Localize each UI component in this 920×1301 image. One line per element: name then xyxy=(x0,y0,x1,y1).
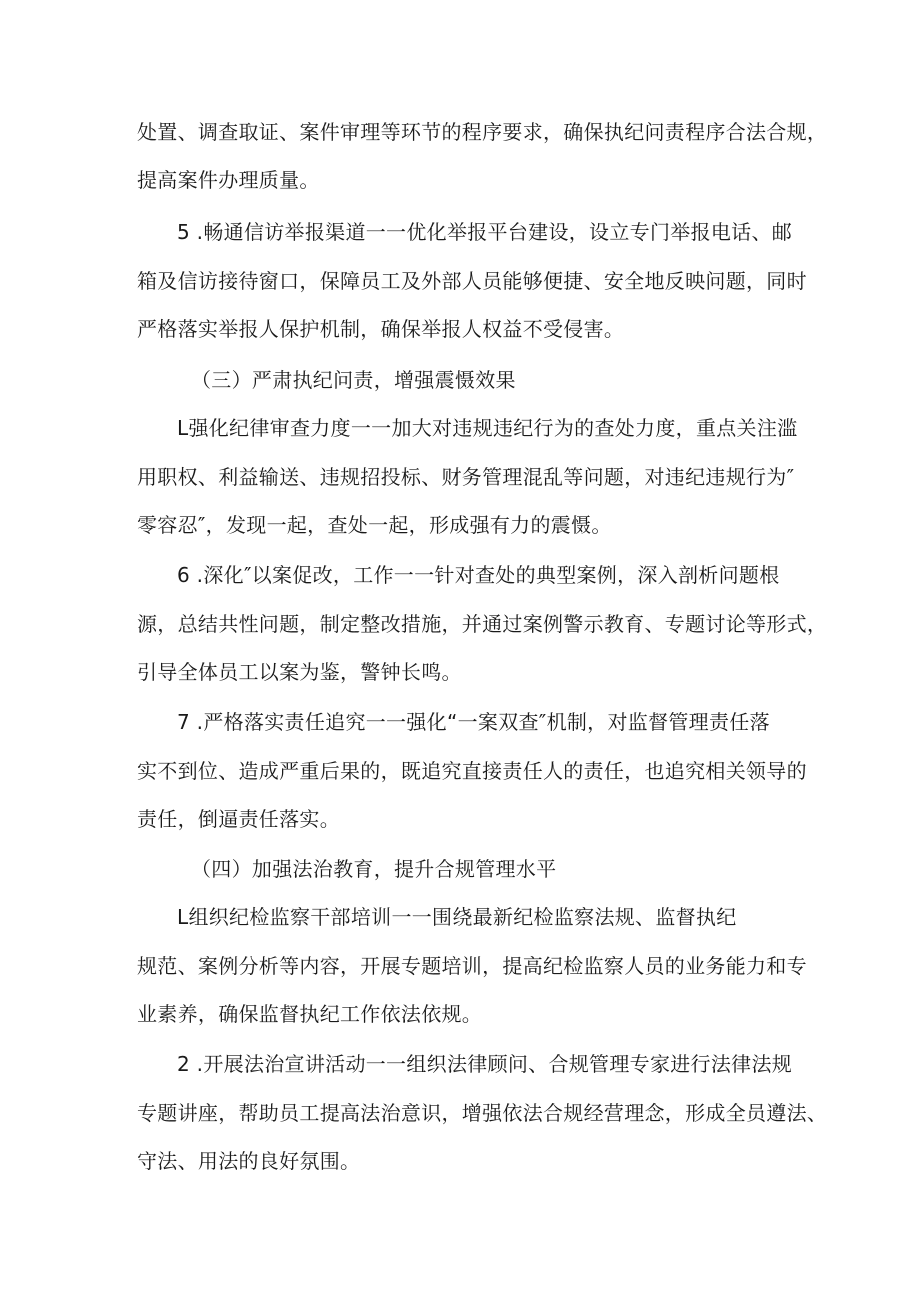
text-line: 守法、用法的良好氛围。 xyxy=(137,1149,361,1173)
text-line: 实不到位、造成严重后果的，既追究直接责任人的责任，也追究相关领导的 xyxy=(137,759,807,783)
text-line: 规范、案例分析等内容，开展专题培训，提高纪检监察人员的业务能力和专 xyxy=(137,954,807,978)
text-line: 专题讲座，帮助员工提高法治意识，增强依法合规经营理念，形成全员遵法、 xyxy=(137,1101,828,1125)
section-heading: （四）加强法治教育，提升合规管理水平 xyxy=(191,857,557,881)
text-line: 零容忍″，发现一起，查处一起，形成强有力的震慑。 xyxy=(137,513,612,537)
text-line: 用职权、利益输送、违规招投标、财务管理混乱等问题，对违纪违规行为″ xyxy=(137,465,795,489)
text-line: 业素养，确保监督执纪工作依法依规。 xyxy=(137,1002,483,1026)
text-line: 严格落实举报人保护机制，确保举报人权益不受侵害。 xyxy=(137,317,625,341)
text-line: 2 .开展法治宣讲活动一一组织法律顾问、合规管理专家进行法律法规 xyxy=(177,1052,793,1076)
text-line: 7 .严格落实责任追究一一强化“一案双查″机制，对监督管理责任落 xyxy=(177,710,770,734)
text-line: L组织纪检监察干部培训一一围绕最新纪检监察法规、监督执纪 xyxy=(177,905,737,929)
section-heading: （三）严肃执纪问责，增强震慑效果 xyxy=(191,368,516,392)
text-line: 5 .畅通信访举报渠道一一优化举报平台建设，设立专门举报电话、邮 xyxy=(177,220,793,244)
text-line: 处置、调查取证、案件审理等环节的程序要求，确保执纪问责程序合法合规， xyxy=(137,120,828,144)
text-line: 6 .深化″以案促改，工作一一针对查处的典型案例，深入剖析问题根 xyxy=(177,563,780,587)
text-line: 提高案件办理质量。 xyxy=(137,168,320,192)
text-line: 责任，倒逼责任落实。 xyxy=(137,807,340,831)
text-line: L强化纪律审查力度一一加大对违规违纪行为的查处力度，重点关注滥 xyxy=(177,416,798,440)
text-line: 箱及信访接待窗口，保障员工及外部人员能够便捷、安全地反映问题，同时 xyxy=(137,269,807,293)
text-line: 源，总结共性问题，制定整改措施，并通过案例警示教育、专题讨论等形式， xyxy=(137,612,828,636)
text-line: 引导全体员工以案为鉴，警钟长鸣。 xyxy=(137,660,462,684)
